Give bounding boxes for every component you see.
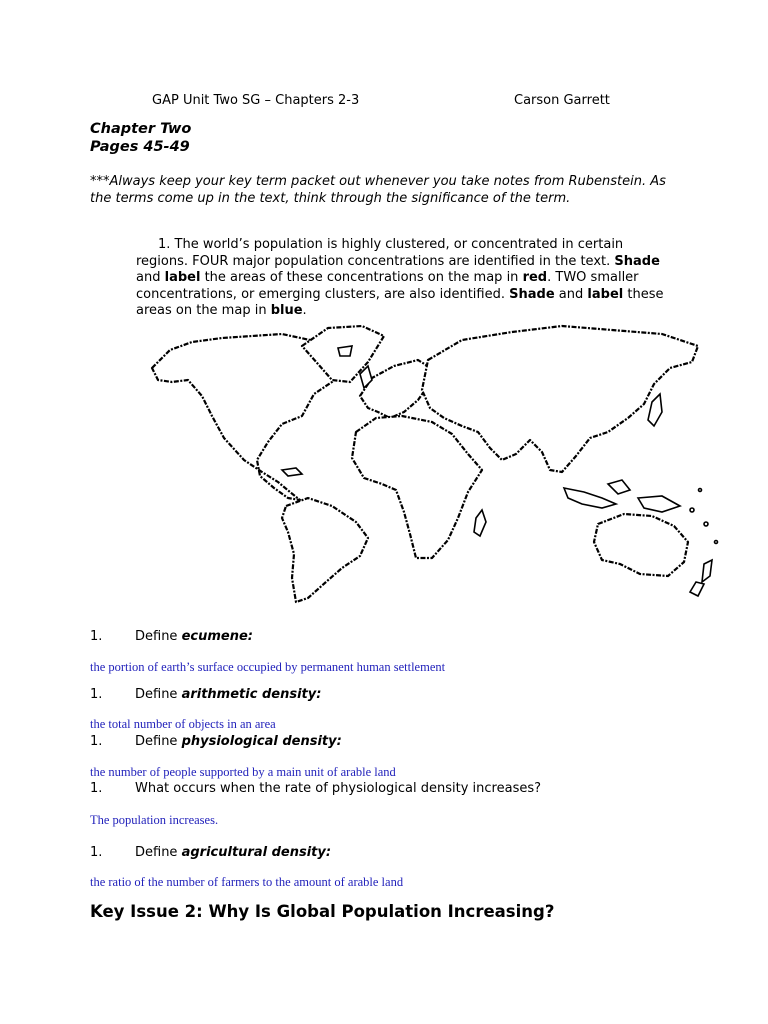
question-arithmetic-density: 1. Define arithmetic density: [90,687,322,702]
south-america-outline [282,498,368,602]
question-1-number: 1. [158,237,171,252]
question-physiological-increase: 1. What occurs when the rate of physiological density increases? [90,781,542,796]
australia-outline [594,514,688,576]
question-ecumene: 1. Define ecumene: [90,629,253,644]
new-guinea-outline [638,496,680,512]
pages-heading: Pages 45-49 [90,139,190,155]
answer-agricultural-density: the ratio of the number of farmers to the amount of arable land [90,875,404,889]
answer-physiological-increase: The population increases. [90,813,219,827]
key-issue-heading: Key Issue 2: Why Is Global Population Increasing? [90,902,555,921]
answer-ecumene: the portion of earth’s surface occupied by permanent human settlement [90,660,446,674]
author-name: Carson Garrett [514,93,610,108]
question-agricultural-density: 1. Define agricultural density: [90,845,332,860]
question-physiological-density: 1. Define physiological density: [90,734,342,749]
answer-physiological-density: the number of people supported by a main unit of arable land [90,765,396,779]
answer-arithmetic-density: the total number of objects in an area [90,717,276,731]
africa-outline [352,416,482,558]
chapter-heading: Chapter Two [90,121,192,137]
document-title: GAP Unit Two SG – Chapters 2-3 [152,93,360,108]
indonesia-outline [564,488,616,508]
study-note: ***Always keep your key term packet out whenever you take notes from Rubenstein. As the terms come up in the text, think through the significance of the term. [90,174,666,206]
japan-outline [648,394,662,426]
world-map-outline [132,320,722,605]
madagascar-outline [474,510,486,536]
question-1-instructions: 1. The world’s population is highly clustered, or concentrated in certain regions. FOUR major population concentrations are identified in the text. Shade and label the areas of these concentrations on the map in red. TWO smaller concentrations, or emerging clusters, are also identified. Shade and label these areas on the map in blue. [136,237,664,318]
